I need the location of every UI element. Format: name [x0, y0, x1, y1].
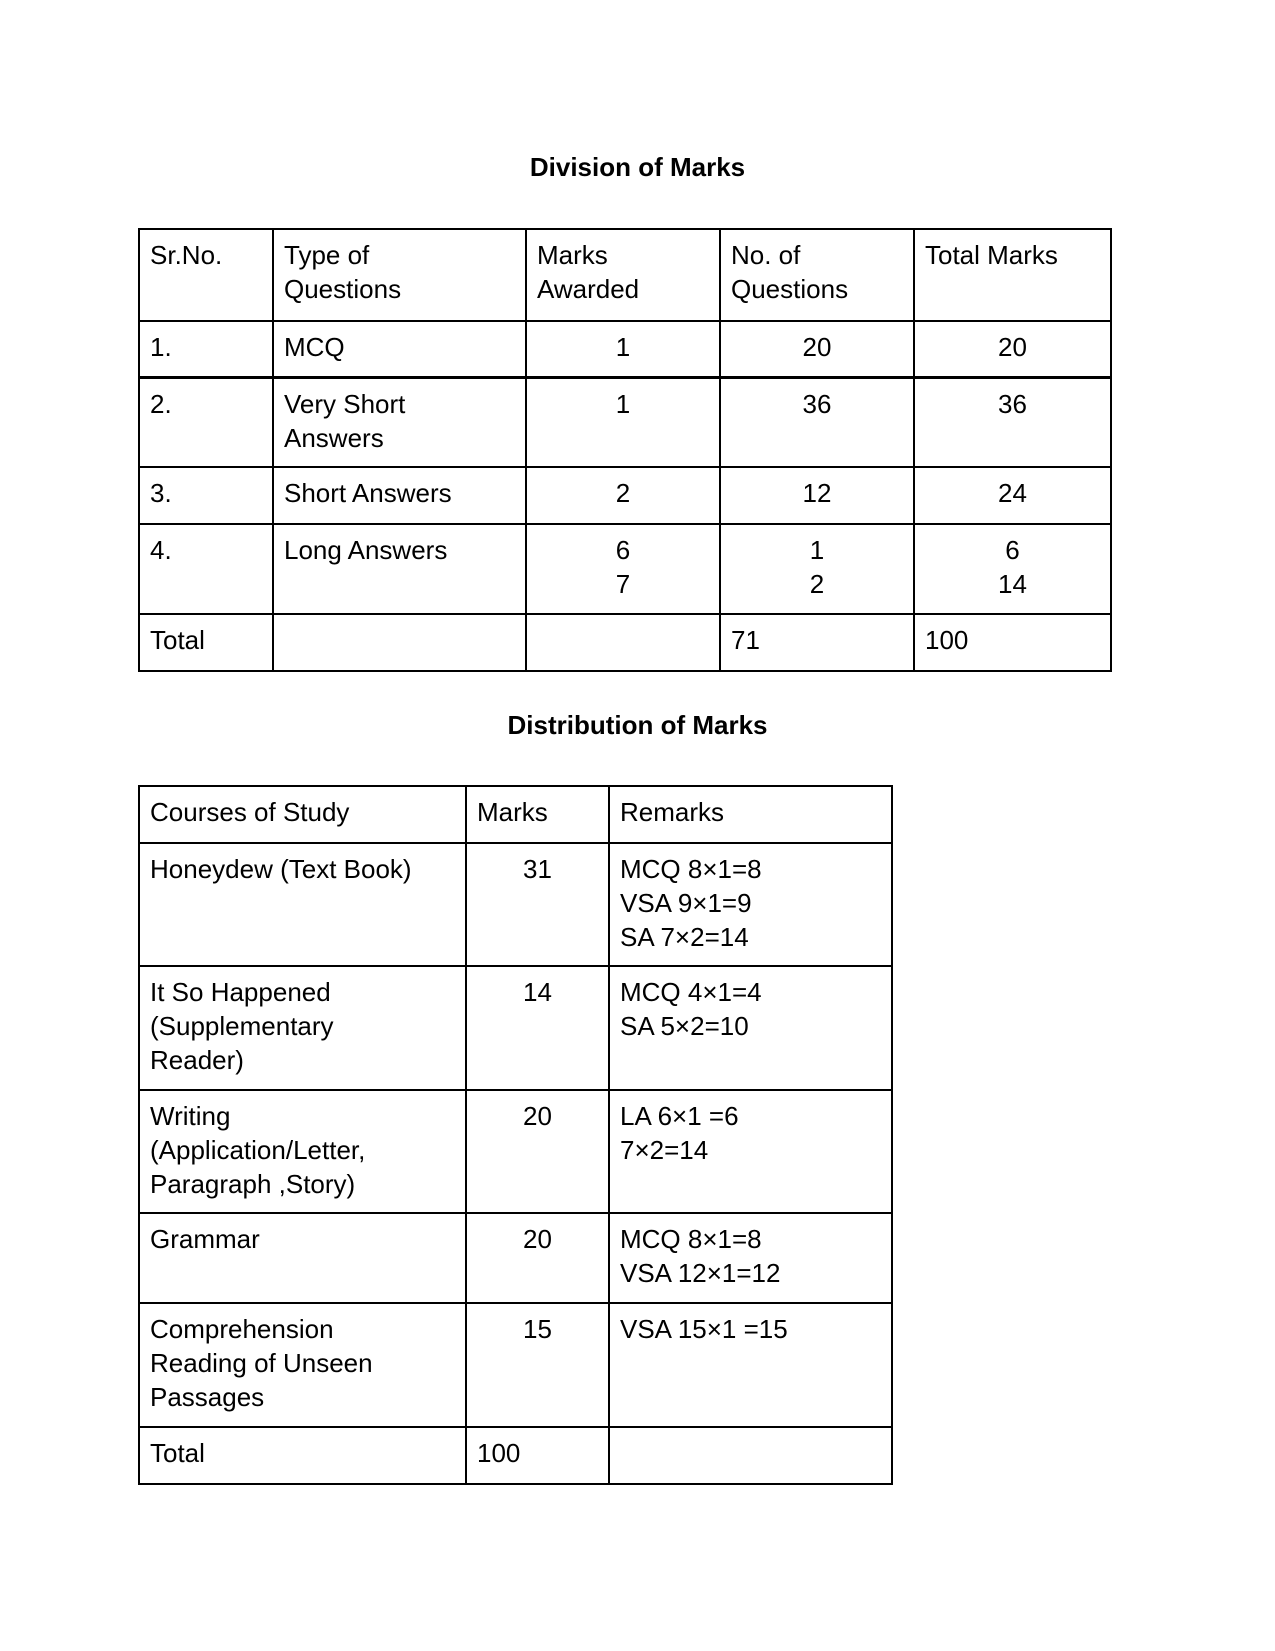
division-title: Division of Marks — [529, 152, 746, 182]
header-courses-of-study: Courses of Study — [139, 786, 466, 843]
distribution-title: Distribution of Marks — [507, 710, 768, 740]
distribution-of-marks-table — [138, 785, 893, 1485]
cell-no-of-questions: 12 — [720, 467, 914, 524]
cell-marks: 15 — [466, 1303, 609, 1427]
cell-no-of-questions: 1 2 — [720, 524, 914, 614]
cell-course: Grammar — [139, 1213, 466, 1303]
table-row — [139, 1213, 892, 1303]
cell-total-marks: 24 — [914, 467, 1111, 524]
header-remarks: Remarks — [609, 786, 892, 843]
header-marks: Marks — [466, 786, 609, 843]
total-row — [139, 614, 1111, 671]
total-label: Total — [139, 614, 273, 671]
cell-total-marks: 6 14 — [914, 524, 1111, 614]
table-header-row — [139, 786, 892, 843]
cell-type: MCQ — [273, 321, 526, 377]
total-marks: 100 — [466, 1427, 609, 1484]
table-row — [139, 524, 1111, 614]
cell-type: Very Short Answers — [273, 377, 526, 467]
table-row — [139, 966, 892, 1090]
total-label: Total — [139, 1427, 466, 1484]
cell-course: Comprehension Reading of Unseen Passages — [139, 1303, 466, 1427]
cell-type: Short Answers — [273, 467, 526, 524]
cell-total-marks: 20 — [914, 321, 1111, 377]
cell-sr-no: 2. — [139, 377, 273, 467]
header-marks-awarded: Marks Awarded — [526, 229, 720, 321]
table-row — [139, 467, 1111, 524]
cell-remarks: MCQ 8×1=8 VSA 9×1=9 SA 7×2=14 — [609, 843, 892, 966]
header-sr-no: Sr.No. — [139, 229, 273, 321]
table-row — [139, 1303, 892, 1427]
cell-marks-awarded: 1 — [526, 377, 720, 467]
total-questions: 71 — [720, 614, 914, 671]
cell-sr-no: 4. — [139, 524, 273, 614]
cell-marks-awarded: 2 — [526, 467, 720, 524]
cell-no-of-questions: 20 — [720, 321, 914, 377]
cell-marks: 31 — [466, 843, 609, 966]
cell-marks: 20 — [466, 1090, 609, 1213]
cell-sr-no: 3. — [139, 467, 273, 524]
cell-sr-no: 1. — [139, 321, 273, 377]
total-marks: 100 — [914, 614, 1111, 671]
table-row — [139, 321, 1111, 377]
cell-marks: 20 — [466, 1213, 609, 1303]
total-empty — [526, 614, 720, 671]
cell-remarks: MCQ 8×1=8 VSA 12×1=12 — [609, 1213, 892, 1303]
cell-no-of-questions: 36 — [720, 377, 914, 467]
cell-remarks: VSA 15×1 =15 — [609, 1303, 892, 1427]
table-row — [139, 1090, 892, 1213]
cell-remarks: MCQ 4×1=4 SA 5×2=10 — [609, 966, 892, 1090]
cell-type: Long Answers — [273, 524, 526, 614]
cell-remarks: LA 6×1 =6 7×2=14 — [609, 1090, 892, 1213]
table-row — [139, 843, 892, 966]
header-total-marks: Total Marks — [914, 229, 1111, 321]
cell-course: Honeydew (Text Book) — [139, 843, 466, 966]
cell-course: It So Happened (Supplementary Reader) — [139, 966, 466, 1090]
total-empty — [273, 614, 526, 671]
total-remarks — [609, 1427, 892, 1484]
header-no-of-questions: No. of Questions — [720, 229, 914, 321]
cell-marks: 14 — [466, 966, 609, 1090]
table-header-row — [139, 229, 1111, 321]
table-row — [139, 377, 1111, 467]
cell-total-marks: 36 — [914, 377, 1111, 467]
cell-marks-awarded: 1 — [526, 321, 720, 377]
header-type-of-questions: Type of Questions — [273, 229, 526, 321]
division-of-marks-table — [138, 228, 1112, 672]
cell-marks-awarded: 6 7 — [526, 524, 720, 614]
total-row — [139, 1427, 892, 1484]
cell-course: Writing (Application/Letter, Paragraph ,Story) — [139, 1090, 466, 1213]
